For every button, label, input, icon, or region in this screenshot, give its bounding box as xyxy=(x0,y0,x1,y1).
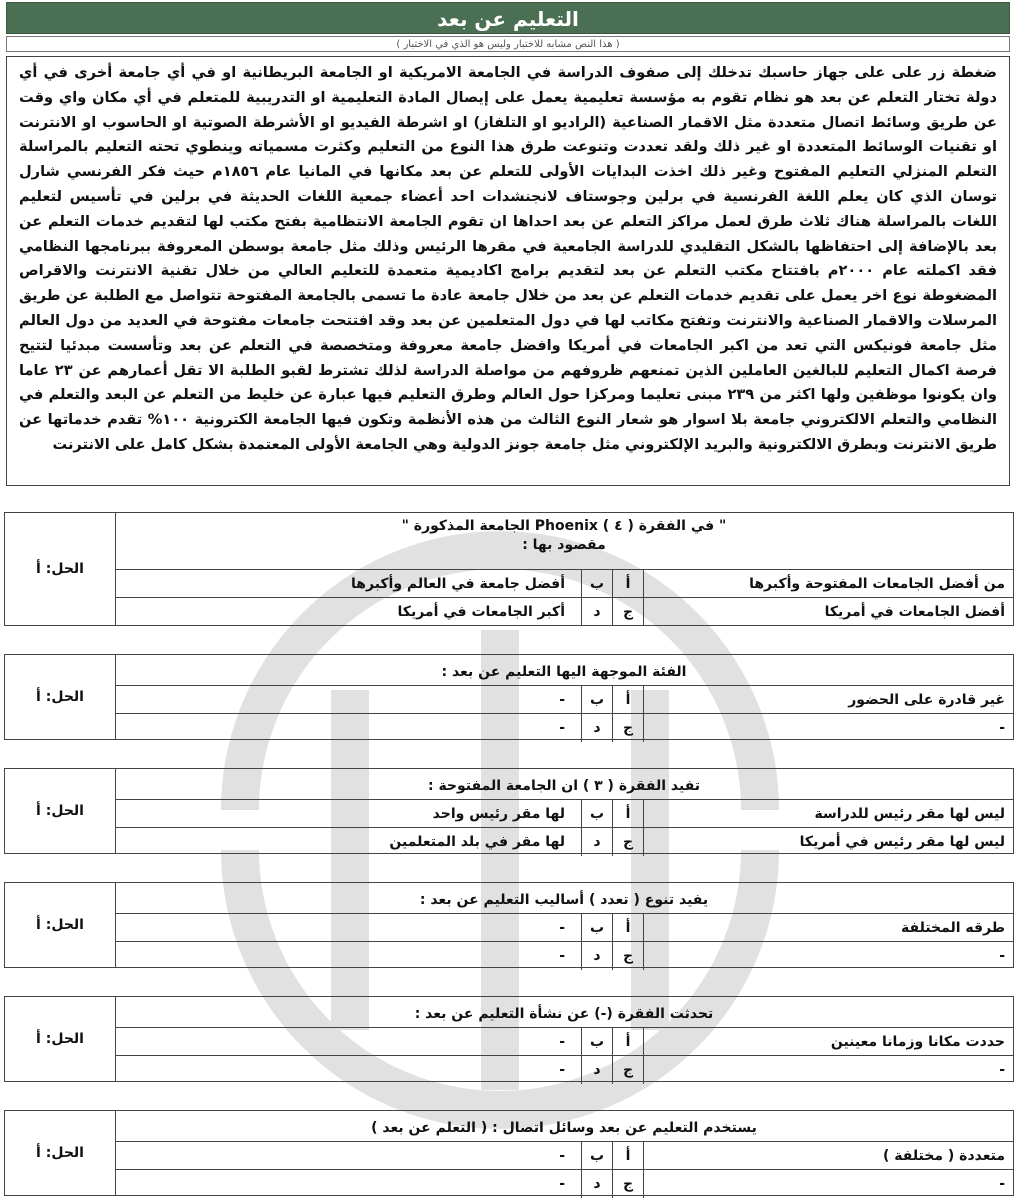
answer-label: الحل: أ xyxy=(5,883,116,967)
options-row xyxy=(115,1141,1013,1170)
letter-c: ج xyxy=(612,1170,643,1198)
letter-d: د xyxy=(581,1170,612,1198)
answer-label: الحل: أ xyxy=(5,655,116,739)
letter-b: ب xyxy=(581,1028,612,1056)
letter-a: أ xyxy=(612,1028,643,1056)
option-d[interactable]: - xyxy=(559,1062,565,1078)
letter-d: د xyxy=(581,1056,612,1084)
option-a[interactable]: متعددة ( مختلفة ) xyxy=(643,1142,1013,1170)
option-b[interactable]: - xyxy=(559,1034,565,1050)
question-title: يفيد تنوع ( تعدد ) أساليب التعليم عن بعد : xyxy=(419,892,709,908)
page-title: التعليم عن بعد xyxy=(6,2,1010,34)
answer-label: الحل: أ xyxy=(5,513,116,625)
letter-c: ج xyxy=(612,714,643,742)
question-title: تفيد الفقرة ( ٣ ) ان الجامعة المفتوحة : xyxy=(427,778,701,794)
letter-a: أ xyxy=(612,686,643,714)
option-b[interactable]: - xyxy=(559,692,565,708)
letter-b: ب xyxy=(581,1142,612,1170)
question-2 xyxy=(4,654,1014,740)
option-a[interactable]: غير قادرة على الحضور xyxy=(643,686,1013,714)
letter-a: أ xyxy=(612,800,643,828)
option-b[interactable]: لها مقر رئيس واحد xyxy=(432,806,565,822)
option-d[interactable]: لها مقر في بلد المتعلمين xyxy=(389,834,565,850)
letter-c: ج xyxy=(612,1056,643,1084)
option-c[interactable]: - xyxy=(643,714,1013,742)
options-row xyxy=(115,941,1013,970)
options-row xyxy=(115,597,1013,626)
option-a[interactable]: ليس لها مقر رئيس للدراسة xyxy=(643,800,1013,828)
options-row xyxy=(115,1169,1013,1198)
question-5 xyxy=(4,996,1014,1082)
letter-d: د xyxy=(581,598,612,626)
option-a[interactable]: من أفضل الجامعات المفتوحة وأكبرها xyxy=(643,570,1013,598)
letter-a: أ xyxy=(612,914,643,942)
question-title: " في الفقرة ( ٤ ) Phoenix الجامعة المذكورة " xyxy=(401,518,727,534)
options-row xyxy=(115,1055,1013,1084)
letter-a: أ xyxy=(612,1142,643,1170)
letter-a: أ xyxy=(612,570,643,598)
question-subtitle: مقصود بها : xyxy=(522,537,606,553)
option-d[interactable]: - xyxy=(559,1176,565,1192)
options-row xyxy=(115,685,1013,714)
option-d[interactable]: أكبر الجامعات في أمريكا xyxy=(397,604,565,620)
question-6 xyxy=(4,1110,1014,1196)
options-row xyxy=(115,827,1013,856)
question-title: الفئة الموجهة اليها التعليم عن بعد : xyxy=(441,664,687,680)
options-row xyxy=(115,913,1013,942)
option-c[interactable]: - xyxy=(643,942,1013,970)
letter-d: د xyxy=(581,942,612,970)
option-a[interactable]: حددت مكانا وزمانا معينين xyxy=(643,1028,1013,1056)
option-b[interactable]: - xyxy=(559,1148,565,1164)
letter-c: ج xyxy=(612,828,643,856)
letter-b: ب xyxy=(581,800,612,828)
letter-b: ب xyxy=(581,570,612,598)
letter-c: ج xyxy=(612,942,643,970)
letter-b: ب xyxy=(581,914,612,942)
options-row xyxy=(115,569,1013,598)
letter-d: د xyxy=(581,714,612,742)
letter-b: ب xyxy=(581,686,612,714)
question-3 xyxy=(4,768,1014,854)
letter-d: د xyxy=(581,828,612,856)
options-row xyxy=(115,713,1013,742)
options-row xyxy=(115,799,1013,828)
option-a[interactable]: طرقه المختلفة xyxy=(643,914,1013,942)
question-4 xyxy=(4,882,1014,968)
letter-c: ج xyxy=(612,598,643,626)
option-c[interactable]: ليس لها مقر رئيس في أمريكا xyxy=(643,828,1013,856)
question-1 xyxy=(4,512,1014,626)
option-d[interactable]: - xyxy=(559,720,565,736)
answer-label: الحل: أ xyxy=(5,1111,116,1195)
option-b[interactable]: أفضل جامعة في العالم وأكبرها xyxy=(351,576,565,592)
answer-label: الحل: أ xyxy=(5,769,116,853)
option-c[interactable]: أفضل الجامعات في أمريكا xyxy=(643,598,1013,626)
option-c[interactable]: - xyxy=(643,1056,1013,1084)
option-c[interactable]: - xyxy=(643,1170,1013,1198)
question-title: تحدثت الفقرة (-) عن نشأة التعليم عن بعد : xyxy=(414,1006,714,1022)
answer-label: الحل: أ xyxy=(5,997,116,1081)
option-b[interactable]: - xyxy=(559,920,565,936)
reading-passage: ضغطة زر على على جهاز حاسبك تدخلك إلى صفوف الدراسة في الجامعة الامريكية او الجامعة البريطانية او في أي جامعة أخرى في أي دولة تختار التعلم عن بعد هو نظام تقوم به مؤسسة تعليمية يعمل على إيصال المادة التعليمية او التدريبية للمتعلم في أي مكان واي وقت عن طريق وسائط اتصال متعددة مثل الاقمار الصناعية (الراديو او التلفاز) او اشرطة الفيديو او الأشرطة الصوتية او الحاسوب او الانترنت او تقنيات الوسائط المتعددة او غير ذلك ولقد تعددت وتنوعت طرق هذا النوع من التعليم وكثرت مسمياته وينطوي تحته التعليم بالمراسلة التعلم المنزلي التعليم المفتوح وغير ذلك اخذت البدايات الأولى للتعلم عن بعد مكانها في المانيا عام ١٨٥٦م حيث فكر الفرنسي شارل توسان الذي كان يعلم اللغة الفرنسية في برلين وجوستاف لانجنشدات احد أعضاء جمعية اللغات الحديثة في برلين في تأسيس لتعليم اللغات بالمراسلة هناك ثلاث طرق لعمل مراكز التعلم عن بعد احداها ان تقوم الجامعة الانتظامية بفتح مكتب لها لتقديم خدمات التعلم عن بعد بالإضافة إلى احتفاظها بالشكل التقليدي للدراسة الجامعية في مقرها الرئيس وذلك مثل جامعة بوسطن المعروفة ببرنامجها النظامي فقد اكملته عام ٢٠٠٠م بافتتاح مكتب التعلم عن بعد لتقديم برامج اكاديمية متعمدة للتعليم العالي من خلال تقنية الانترنت والاقراص المضغوطة نوع اخر يعمل على تقديم خدمات التعلم عن بعد من خلال جامعة عادة ما تسمى بالجامعة المفتوحة تتواصل مع الطلبة عن طريق المرسلات والاقمار الصناعية والانترنت وتفتح مكاتب لها في دول المتعلمين عن بعد وقد افتتحت جامعات مفتوحة في العديد من دول العالم مثل جامعة فونيكس التي تعد من اكبر الجامعات في أمريكا وافضل جامعة معروفة ومتخصصة في التعلم عن بعد وتأسست مبدئيا لتتيح فرصة اكمال التعليم للبالغين العاملين الذين تمنعهم ظروفهم من مواصلة الدراسة لذلك تشترط لقبو الطلبة الا تقل أعمارهم عن ٢٣ عاما وان يكونوا موظفين ولها اكثر من ٢٣٩ مبنى تعليما ومركزا حول العالم وطرق التعليم فيها عبارة عن خليط من التعلم عن البعد والتعلم في النظامي والتعلم الالكتروني جامعة بلا اسوار هو شعار النوع الثالث من هذه الأنظمة وتكون فيها الجامعة الكترونية ١٠٠% تقدم خدماتها عن طريق الانترنت وبطرق الالكترونية والبريد الإلكتروني مثل جامعة جونز الدولية وهي الجامعة الأولى المعتمدة بشكل كامل على الانترنت xyxy=(6,56,1010,486)
option-d[interactable]: - xyxy=(559,948,565,964)
question-title: يستخدم التعليم عن بعد وسائل اتصال : ( التعلم عن بعد ) xyxy=(371,1120,757,1136)
options-row xyxy=(115,1027,1013,1056)
disclaimer-note: ( هذا النص مشابه للاختبار وليس هو الذي في الاختبار ) xyxy=(6,36,1010,52)
